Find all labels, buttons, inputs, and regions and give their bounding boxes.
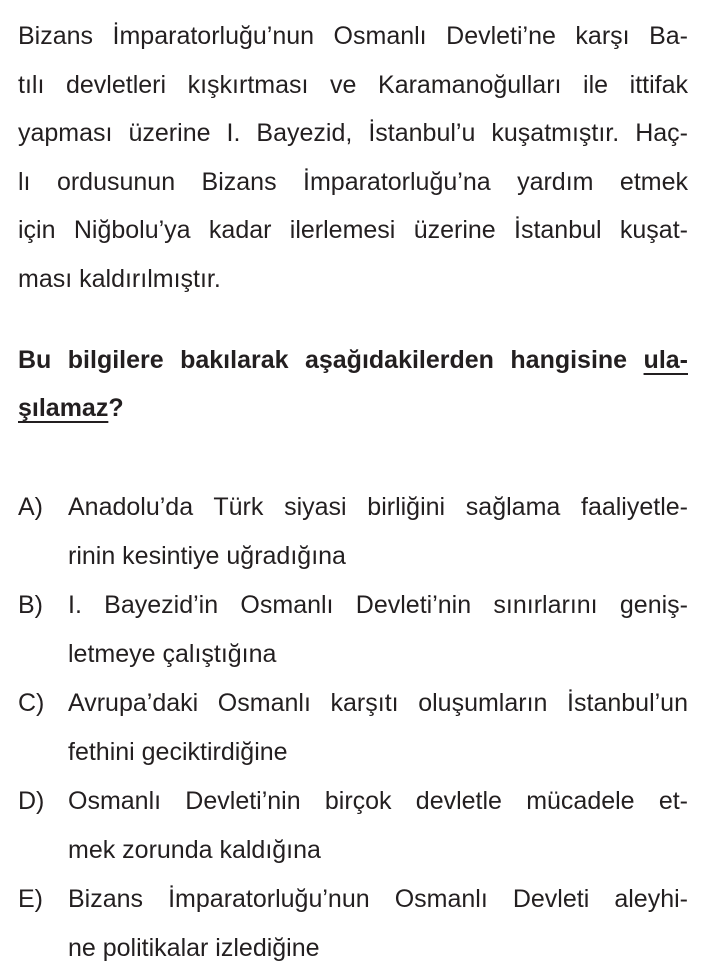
option-line: letmeye çalıştığına [68, 640, 277, 668]
passage-text [18, 12, 688, 303]
option-letter: A) [18, 493, 43, 521]
question-emphasis: ula- [643, 346, 688, 374]
option-line: Anadolu’da Türk siyasi birliğini sağlama faaliyetle- [68, 493, 688, 521]
passage-line: için Niğbolu’ya kadar ilerlemesi üzerine İstanbul kuşat- [18, 216, 688, 244]
question-stem [18, 336, 688, 432]
passage-line: tılı devletleri kışkırtması ve Karamanoğulları ile ittifak [18, 70, 688, 99]
option-d[interactable] [18, 777, 688, 875]
passage-line: yapması üzerine I. Bayezid, İstanbul’u kuşatmıştır. Haç- [18, 119, 688, 147]
passage-line: lı ordusunun Bizans İmparatorluğu’na yardım etmek [18, 167, 688, 196]
option-line: Bizans İmparatorluğu’nun Osmanlı Devleti aleyhi- [68, 885, 688, 913]
option-line: I. Bayezid’in Osmanlı Devleti’nin sınırlarını geniş- [68, 591, 688, 619]
option-text [68, 875, 688, 973]
option-text [68, 483, 688, 581]
option-letter: C) [18, 689, 45, 717]
option-text [68, 777, 688, 875]
passage-line: ması kaldırılmıştır. [18, 264, 221, 293]
option-letter: B) [18, 591, 43, 619]
option-a[interactable] [18, 483, 688, 581]
option-c[interactable] [18, 679, 688, 777]
option-letter: D) [18, 787, 45, 815]
option-b[interactable] [18, 581, 688, 679]
question-text: Bu bilgilere bakılarak aşağıdakilerden hangisine [18, 346, 644, 374]
option-line: mek zorunda kaldığına [68, 836, 321, 864]
passage-line: Bizans İmparatorluğu’nun Osmanlı Devleti’ne karşı Ba- [18, 22, 688, 50]
option-line: Osmanlı Devleti’nin birçok devletle mücadele et- [68, 787, 688, 815]
option-line: fethini geciktirdiğine [68, 738, 288, 766]
question-mark: ? [108, 394, 124, 422]
answer-options [18, 483, 688, 973]
option-line: ne politikalar izlediğine [68, 934, 320, 962]
option-line: rinin kesintiye uğradığına [68, 542, 346, 570]
question-emphasis: şılamaz [18, 394, 109, 422]
question-line [18, 384, 688, 432]
option-line: Avrupa’daki Osmanlı karşıtı oluşumların İstanbul’un [68, 689, 688, 717]
option-e[interactable] [18, 875, 688, 973]
option-text [68, 581, 688, 679]
option-letter: E) [18, 885, 43, 913]
question-line [18, 336, 688, 384]
option-text [68, 679, 688, 777]
